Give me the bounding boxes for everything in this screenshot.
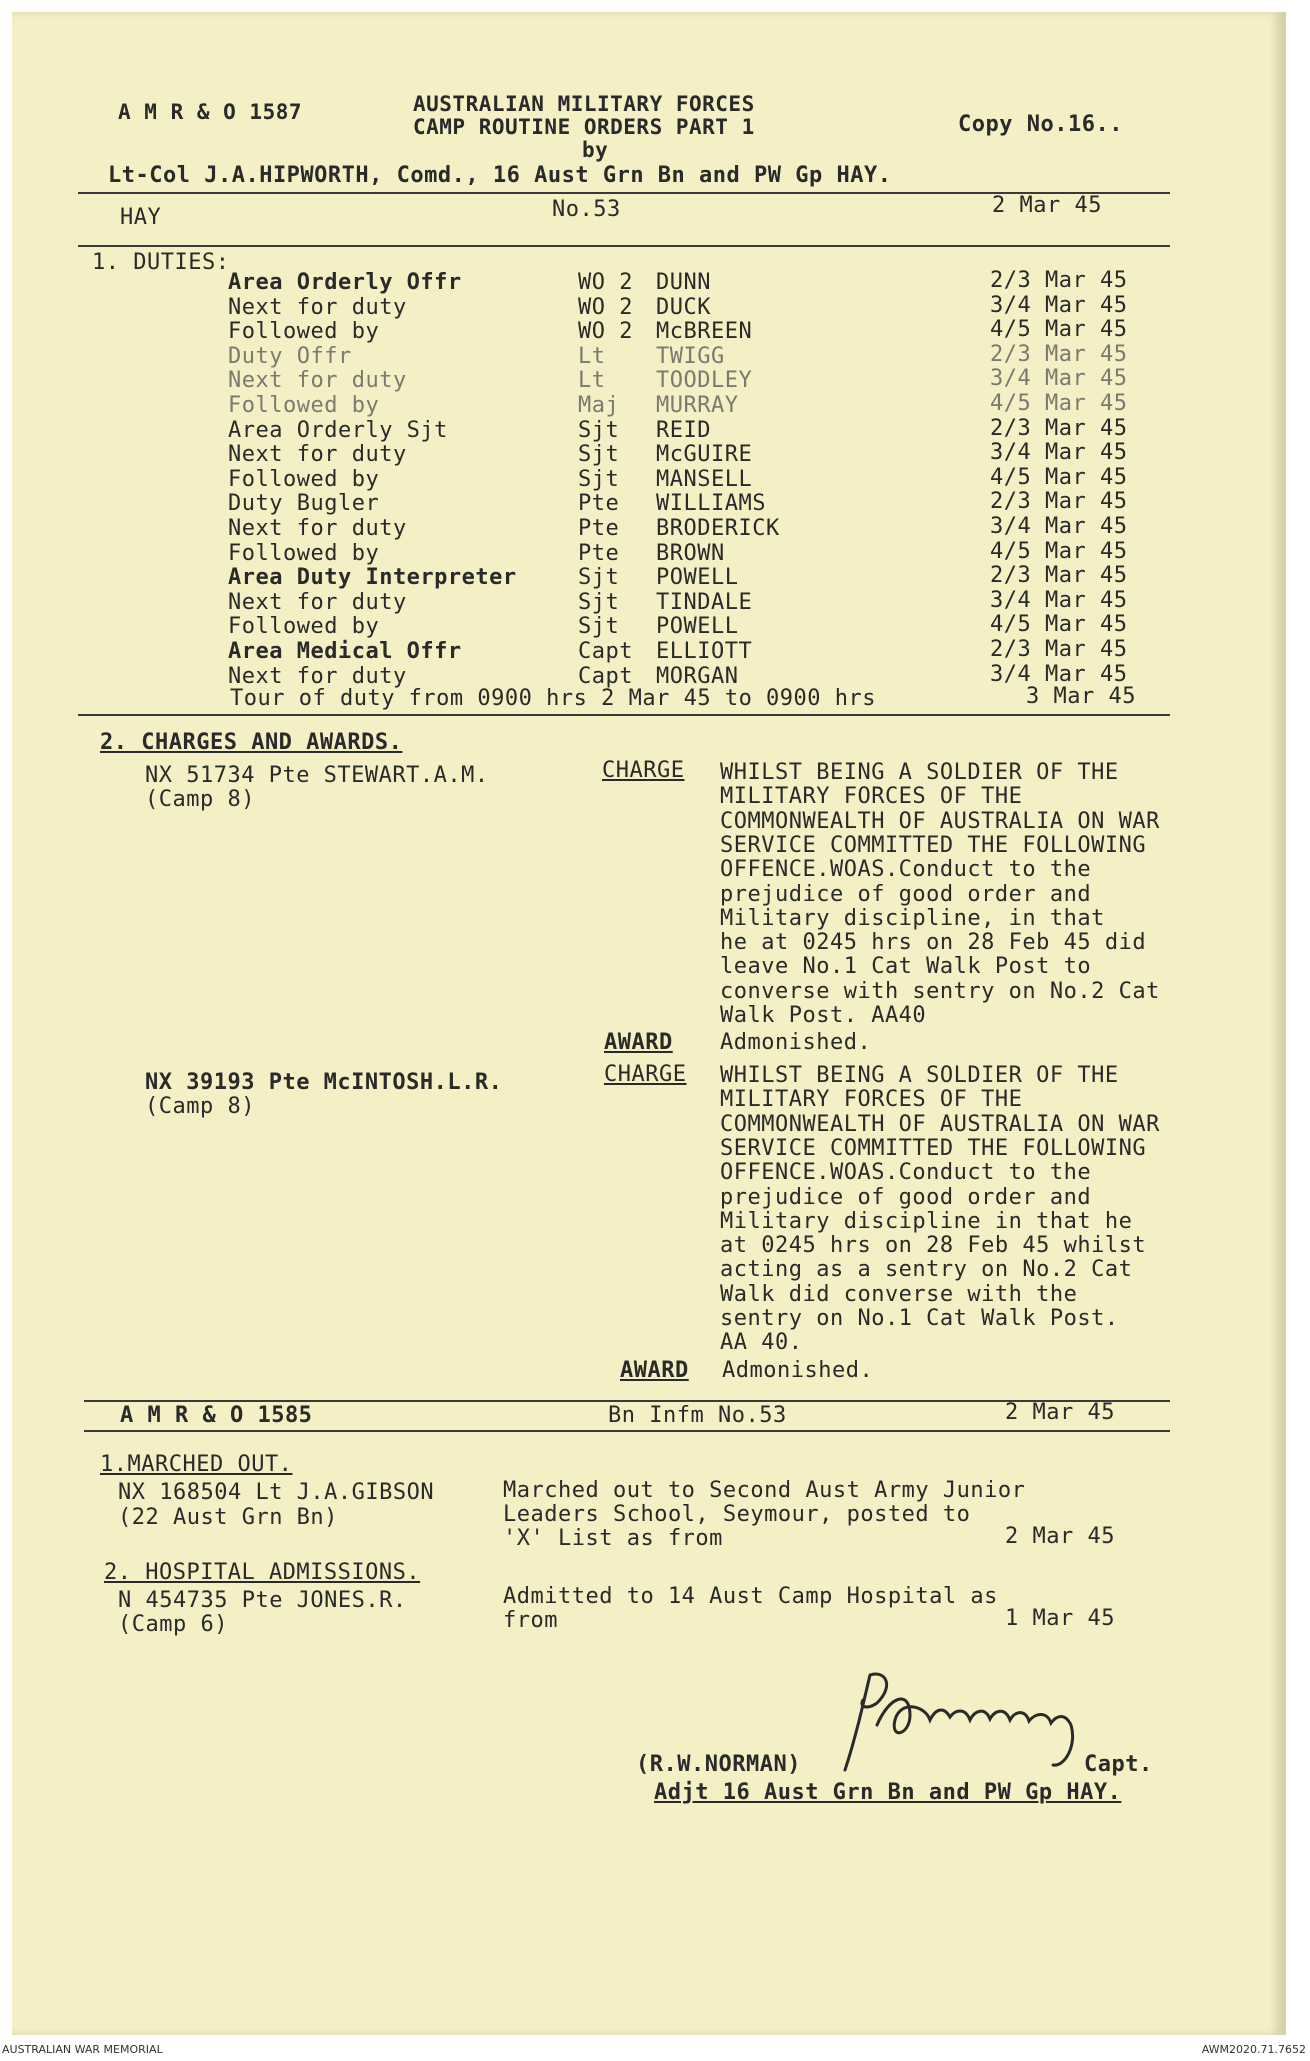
duty-rank: Sjt [578, 589, 620, 615]
title-line-2: CAMP ROUTINE ORDERS PART 1 [413, 115, 755, 139]
duty-date: 2/3 Mar 45 [990, 268, 1128, 293]
charge-2-line: acting as a sentry on No.2 Cat [720, 1257, 1133, 1283]
charge-1-line: MILITARY FORCES OF THE [720, 784, 1023, 810]
duty-role: Next for duty [228, 294, 407, 320]
hospital-soldier: N 454735 Pte JONES.R. [118, 1588, 407, 1613]
duty-name: POWELL [656, 565, 739, 591]
duty-rank: WO 2 [578, 319, 633, 345]
charge-1-line: prejudice of good order and [720, 881, 1092, 907]
copy-number: Copy No.16.. [958, 112, 1123, 137]
duty-role: Next for duty [228, 589, 407, 615]
duty-role: Next for duty [228, 442, 407, 468]
title-by: by [582, 138, 609, 162]
charge-1-camp: (Camp 8) [145, 787, 255, 812]
duties-rule [78, 714, 1170, 716]
duty-date: 3/4 Mar 45 [990, 292, 1128, 318]
duty-role: Next for duty [228, 663, 407, 689]
part2-number: Bn Infm No.53 [608, 1403, 787, 1428]
duty-role: Duty Offr [228, 343, 352, 369]
duty-role: Followed by [228, 319, 380, 345]
duty-date: 2/3 Mar 45 [990, 489, 1128, 515]
duty-rank: Lt [578, 343, 606, 369]
duty-date: 4/5 Mar 45 [990, 464, 1128, 490]
duty-role: Next for duty [228, 368, 407, 394]
duty-rank: Pte [578, 540, 620, 566]
duty-role: Area Medical Offr [228, 639, 462, 664]
signatory-name: (R.W.NORMAN) [636, 1752, 801, 1777]
duty-rank: WO 2 [578, 294, 633, 320]
hospital-date: 1 Mar 45 [1005, 1606, 1115, 1631]
charge-1-line: OFFENCE.WOAS.Conduct to the [720, 857, 1092, 883]
duty-rank: WO 2 [578, 270, 633, 295]
charge-1-line: he at 0245 hrs on 28 Feb 45 did [720, 930, 1147, 956]
charge-2-soldier: NX 39193 Pte McINTOSH.L.R. [145, 1070, 503, 1095]
duty-role: Followed by [228, 466, 380, 492]
charge-1-label: CHARGE [602, 758, 685, 783]
award-2-text: Admonished. [722, 1358, 874, 1383]
charge-2-line: prejudice of good order and [720, 1184, 1092, 1210]
charge-2-line: sentry on No.1 Cat Walk Post. [720, 1306, 1119, 1331]
duty-date: 4/5 Mar 45 [990, 391, 1128, 416]
duty-rank: Sjt [578, 417, 620, 443]
charge-1-line: leave No.1 Cat Walk Post to [720, 954, 1092, 980]
duty-role: Followed by [228, 540, 380, 566]
duty-rank: Sjt [578, 614, 620, 640]
charge-1-line: converse with sentry on No.2 Cat [720, 978, 1160, 1004]
charge-2-line: COMMONWEALTH OF AUSTRALIA ON WAR [720, 1111, 1160, 1137]
duty-name: MANSELL [656, 466, 753, 492]
hospital-line-1: Admitted to 14 Aust Camp Hospital as [503, 1584, 998, 1609]
duty-role: Area Orderly Offr [228, 270, 462, 295]
duty-rank: Pte [578, 516, 620, 541]
duty-date: 3/4 Mar 45 [990, 514, 1128, 539]
charge-1-line: SERVICE COMMITTED THE FOLLOWING [720, 832, 1147, 858]
charge-2-camp: (Camp 8) [145, 1094, 255, 1119]
charges-heading: 2. CHARGES AND AWARDS. [100, 730, 403, 755]
charge-2-line: MILITARY FORCES OF THE [720, 1087, 1023, 1113]
duty-date: 3/4 Mar 45 [990, 661, 1128, 687]
charge-1-soldier: NX 51734 Pte STEWART.A.M. [145, 763, 489, 788]
duty-name: BRODERICK [656, 516, 780, 541]
charge-1-line: WHILST BEING A SOLDIER OF THE [720, 760, 1119, 785]
hospital-line-2: from [503, 1608, 558, 1633]
header-date: 2 Mar 45 [992, 193, 1102, 218]
duty-rank: Pte [578, 491, 620, 517]
duty-name: DUCK [656, 294, 711, 320]
duty-name: MORGAN [656, 663, 739, 689]
marched-out-line-1: Marched out to Second Aust Army Junior [503, 1478, 1026, 1503]
charge-2-line: Walk did converse with the [720, 1281, 1078, 1307]
duty-name: BROWN [656, 540, 725, 566]
charge-1-line: Walk Post. AA40 [720, 1003, 927, 1028]
hospital-unit: (Camp 6) [118, 1612, 228, 1637]
duty-name: TWIGG [656, 343, 725, 369]
header-place: HAY [120, 205, 162, 230]
charge-1-line: COMMONWEALTH OF AUSTRALIA ON WAR [720, 808, 1160, 834]
tour-date: 3 Mar 45 [1026, 684, 1136, 709]
charge-2-label: CHARGE [604, 1062, 687, 1087]
part2-rule-bottom [84, 1430, 1170, 1432]
marched-out-soldier: NX 168504 Lt J.A.GIBSON [118, 1480, 435, 1505]
charge-2-line: at 0245 hrs on 28 Feb 45 whilst [720, 1233, 1147, 1259]
duty-rank: Sjt [578, 466, 620, 492]
duty-name: McBREEN [656, 319, 753, 345]
charge-2-line: AA 40. [720, 1330, 803, 1356]
part2-date: 2 Mar 45 [1005, 1400, 1115, 1425]
header-rule-bottom [78, 245, 1170, 247]
duty-date: 3/4 Mar 45 [990, 366, 1128, 392]
duty-name: MURRAY [656, 393, 739, 418]
duty-role: Followed by [228, 614, 380, 640]
marched-out-date: 2 Mar 45 [1005, 1524, 1115, 1549]
award-1-text: Admonished. [720, 1030, 872, 1055]
charge-2-line: OFFENCE.WOAS.Conduct to the [720, 1160, 1092, 1186]
header-number: No.53 [552, 197, 621, 222]
duty-rank: Maj [578, 393, 620, 418]
footer-accession: AWM2020.71.7652 [1201, 2043, 1306, 2056]
duty-name: DUNN [656, 270, 711, 295]
duty-date: 4/5 Mar 45 [990, 612, 1128, 638]
part2-reference: A M R & O 1585 [120, 1403, 313, 1428]
duty-name: McGUIRE [656, 442, 753, 468]
duty-date: 4/5 Mar 45 [990, 538, 1128, 564]
marched-out-line-3: 'X' List as from [503, 1526, 723, 1551]
footer-institution: AUSTRALIAN WAR MEMORIAL [2, 2043, 163, 2056]
duty-rank: Capt [578, 663, 633, 689]
duty-name: TOODLEY [656, 368, 753, 394]
duty-date: 3/4 Mar 45 [990, 440, 1128, 466]
title-line-1: AUSTRALIAN MILITARY FORCES [413, 92, 755, 116]
duty-name: TINDALE [656, 589, 753, 615]
duties-heading: 1. DUTIES: [92, 250, 230, 275]
charge-1-line: Military discipline, in that [720, 905, 1105, 931]
duty-role: Area Orderly Sjt [228, 417, 448, 443]
award-2-label: AWARD [620, 1358, 689, 1383]
duty-date: 2/3 Mar 45 [990, 563, 1128, 589]
duty-role: Next for duty [228, 516, 407, 541]
marched-out-heading: 1.MARCHED OUT. [100, 1452, 293, 1477]
duty-name: REID [656, 417, 711, 443]
duty-date: 4/5 Mar 45 [990, 317, 1128, 343]
signatory-rank: Capt. [1084, 1752, 1153, 1777]
duty-name: ELLIOTT [656, 639, 753, 664]
duty-rank: Capt [578, 639, 633, 664]
duty-role: Duty Bugler [228, 491, 380, 517]
charge-2-line: Military discipline in that he [720, 1208, 1133, 1234]
award-1-label: AWARD [604, 1030, 673, 1055]
duty-date: 2/3 Mar 45 [990, 415, 1128, 441]
commander-line: Lt-Col J.A.HIPWORTH, Comd., 16 Aust Grn Bn and PW Gp HAY. [108, 163, 892, 188]
hospital-heading: 2. HOSPITAL ADMISSIONS. [104, 1560, 421, 1585]
duty-date: 2/3 Mar 45 [990, 341, 1128, 367]
duty-rank: Sjt [578, 565, 620, 591]
charge-2-line: SERVICE COMMITTED THE FOLLOWING [720, 1135, 1147, 1161]
duty-date: 3/4 Mar 45 [990, 587, 1128, 613]
duty-rank: Sjt [578, 442, 620, 468]
marched-out-unit: (22 Aust Grn Bn) [118, 1505, 338, 1530]
tour-of-duty: Tour of duty from 0900 hrs 2 Mar 45 to 0900 hrs [230, 686, 877, 711]
charge-2-line: WHILST BEING A SOLDIER OF THE [720, 1063, 1119, 1088]
signatory-title: Adjt 16 Aust Grn Bn and PW Gp HAY. [654, 1780, 1122, 1805]
duty-name: POWELL [656, 614, 739, 640]
duty-role: Area Duty Interpreter [228, 565, 517, 591]
paper-edge [1282, 12, 1286, 2035]
duty-date: 2/3 Mar 45 [990, 637, 1128, 662]
marched-out-line-2: Leaders School, Seymour, posted to [503, 1502, 971, 1527]
order-reference: A M R & O 1587 [118, 100, 303, 124]
duty-name: WILLIAMS [656, 491, 766, 517]
duty-rank: Lt [578, 368, 606, 394]
duty-role: Followed by [228, 393, 380, 418]
